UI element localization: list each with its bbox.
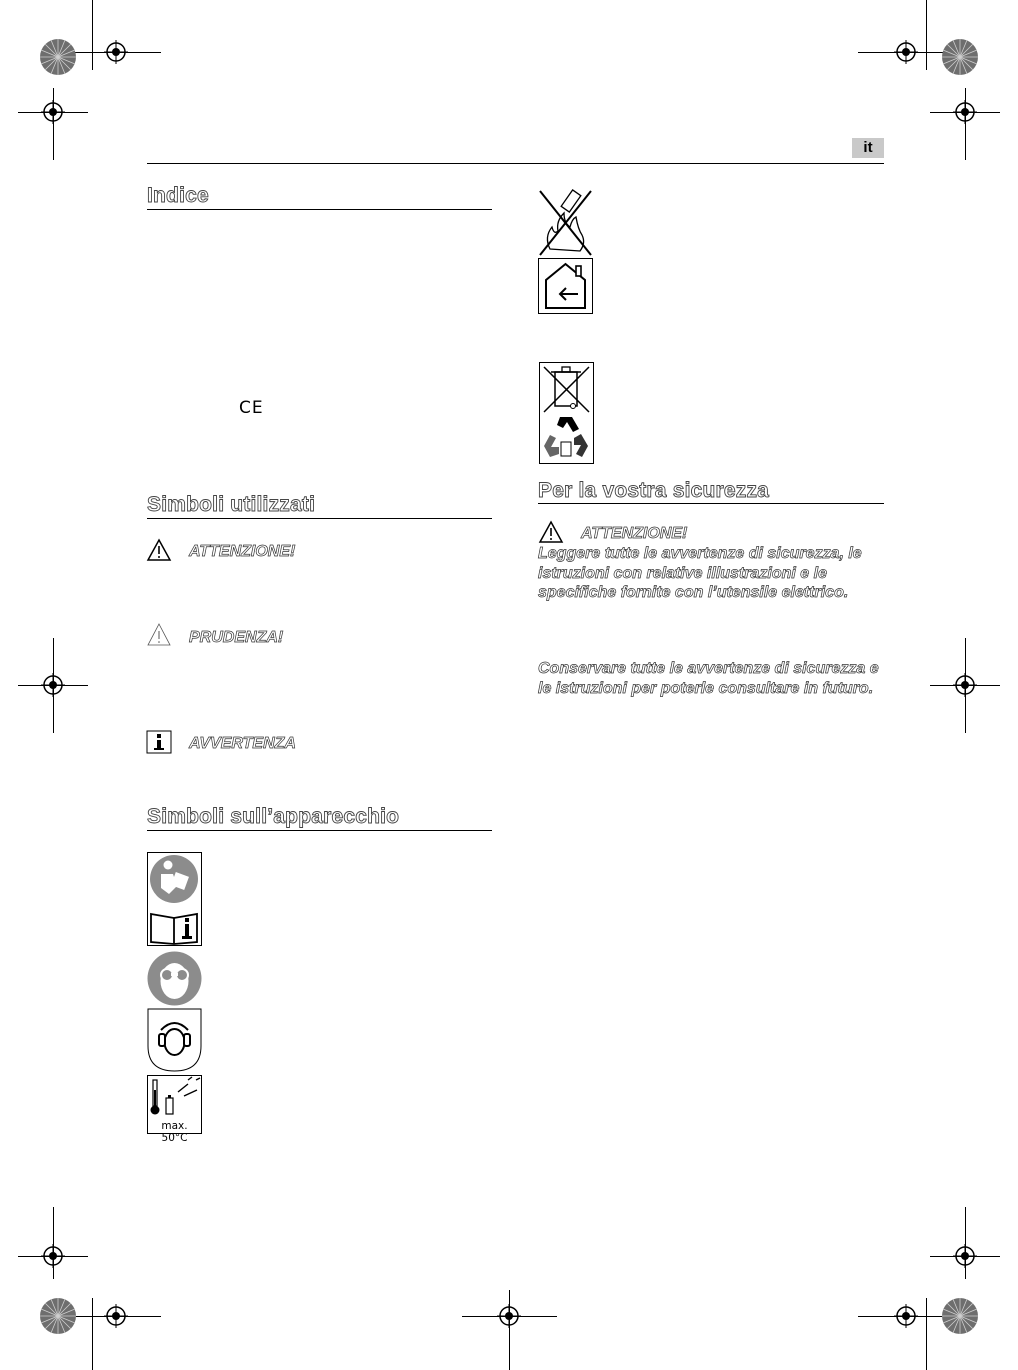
crop-line: [53, 88, 54, 160]
warning-triangle-icon: [146, 538, 172, 562]
heading-rule: [147, 209, 492, 210]
temperature-label: max. 50°C: [161, 1120, 188, 1144]
header-rule: [147, 163, 884, 164]
ce-mark: CE: [239, 398, 264, 418]
note-label: AVVERTENZA: [189, 735, 296, 752]
color-rosette-icon: [39, 38, 77, 76]
caution-label: PRUDENZA!: [189, 629, 284, 646]
crop-mark-target-icon: [953, 100, 977, 124]
crop-line: [92, 1298, 93, 1370]
crop-line: [926, 0, 927, 70]
crop-line: [92, 0, 93, 70]
index-heading: Indice: [147, 184, 209, 207]
crop-mark-target-icon: [41, 100, 65, 124]
crop-line: [965, 88, 966, 160]
crop-mark-target-icon: [104, 1304, 128, 1328]
crop-line: [509, 1290, 510, 1370]
symbols-used-heading: Simboli utilizzati: [147, 493, 316, 516]
color-rosette-icon: [941, 38, 979, 76]
indoor-use-icon: [538, 258, 593, 314]
safety-paragraph-read: Leggere tutte le avvertenze di sicurezza, le istruzioni con relative illustrazioni e le specifiche fornite con l’utensile elettrico.: [538, 545, 862, 601]
eye-protection-icon: [147, 951, 202, 1006]
crop-mark-target-icon: [894, 40, 918, 64]
crop-mark-target-icon: [41, 1244, 65, 1268]
warning-triangle-icon: [538, 520, 564, 544]
heading-rule: [538, 503, 884, 504]
color-rosette-icon: [39, 1297, 77, 1335]
crop-mark-target-icon: [497, 1304, 521, 1328]
thermometer-icon: [148, 1076, 201, 1120]
read-manual-icon: [147, 852, 202, 946]
no-fire-battery-icon: [538, 187, 593, 257]
crop-line: [53, 1207, 54, 1279]
temperature-limit-icon: [147, 1075, 202, 1144]
caution-triangle-icon: [146, 622, 172, 648]
crop-mark-target-icon: [41, 673, 65, 697]
heading-rule: [147, 830, 492, 831]
crop-mark-target-icon: [953, 673, 977, 697]
device-symbols-heading: Simboli sull’apparecchio: [147, 805, 400, 828]
heading-rule: [147, 518, 492, 519]
safety-warning-label: ATTENZIONE!: [581, 525, 688, 542]
warning-label: ATTENZIONE!: [189, 543, 296, 560]
color-rosette-icon: [941, 1297, 979, 1335]
info-icon: [146, 730, 172, 754]
language-badge: it: [852, 138, 884, 158]
crop-line: [965, 1207, 966, 1279]
recycle-icon: [541, 414, 591, 460]
crop-line: [926, 1298, 927, 1370]
ear-protection-icon: [147, 1008, 202, 1072]
crop-mark-target-icon: [953, 1244, 977, 1268]
crop-mark-target-icon: [104, 40, 128, 64]
safety-paragraph-keep: Conservare tutte le avvertenze di sicurezza e le istruzioni per poterle consultare in futuro.: [538, 660, 879, 697]
crop-mark-target-icon: [894, 1304, 918, 1328]
safety-heading: Per la vostra sicurezza: [538, 479, 770, 502]
